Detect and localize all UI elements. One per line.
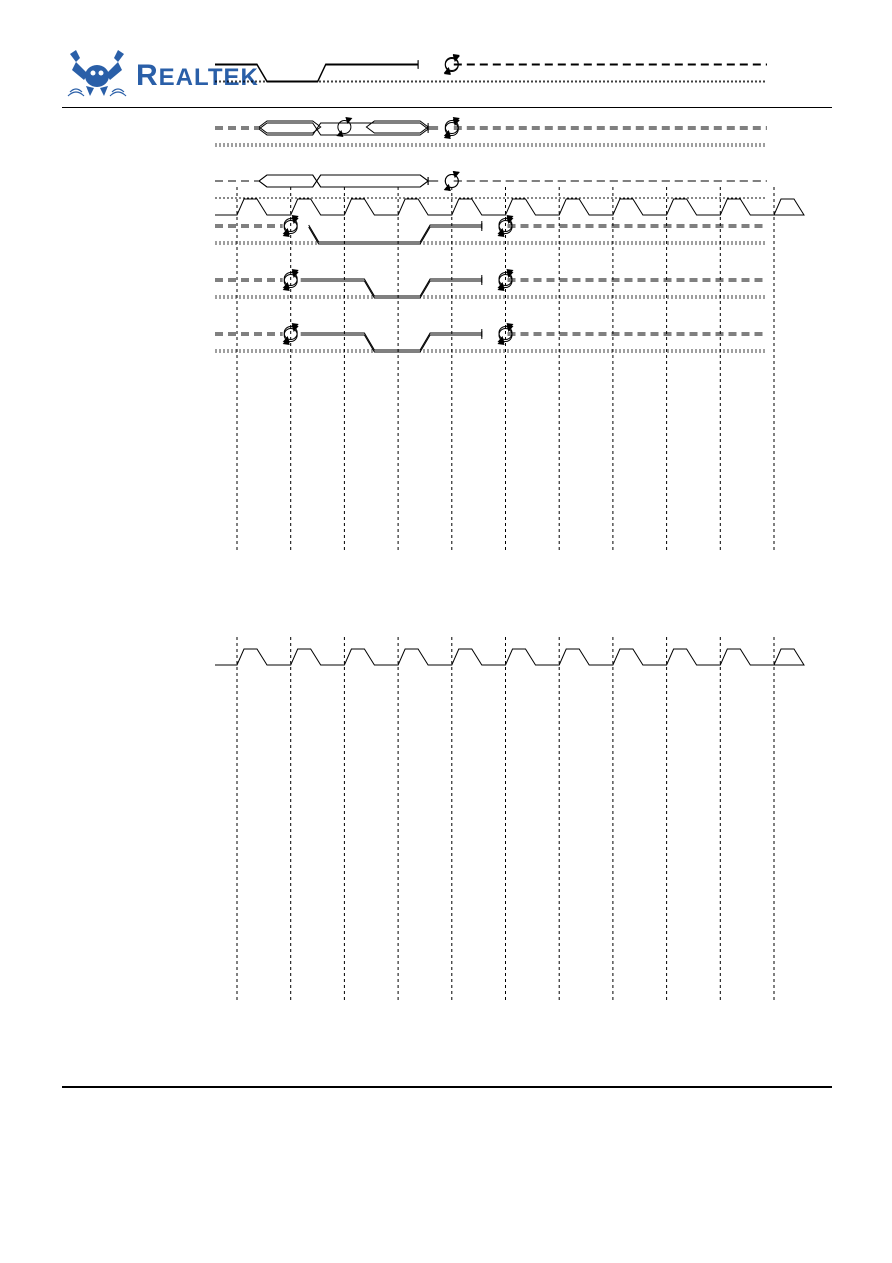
- bus-data-cell: [259, 175, 428, 187]
- rotation-arrow-icon: [336, 117, 352, 137]
- strobe-signal: [301, 335, 482, 352]
- clock-signal: [215, 649, 804, 665]
- clock-signal: [215, 199, 804, 215]
- strobe-signal: [301, 333, 482, 350]
- footer-rule: [62, 1086, 832, 1088]
- bus-data-cell: [259, 175, 428, 187]
- strobe-signal: [215, 64, 418, 81]
- strobe-signal: [301, 281, 482, 298]
- strobe-signal: [301, 279, 482, 296]
- strobe-signal: [215, 65, 418, 82]
- strobe-signal: [309, 225, 482, 242]
- strobe-signal: [309, 227, 482, 244]
- realtek-wordmark: REALTEK: [136, 59, 259, 92]
